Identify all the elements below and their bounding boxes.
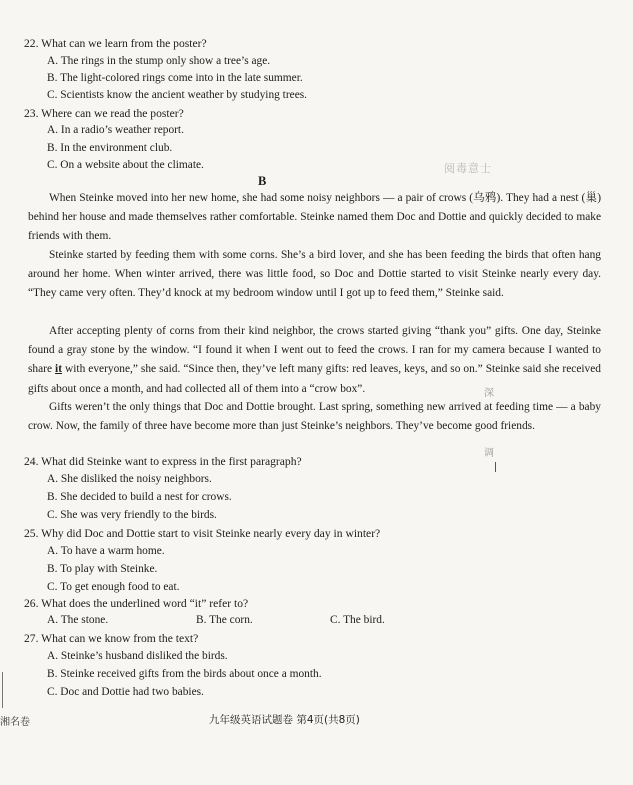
- question-24: 24. What did Steinke want to express in the first paragraph?: [24, 455, 302, 468]
- margin-note-1: 深: [484, 388, 494, 399]
- question-23: 23. Where can we read the poster?: [24, 107, 184, 120]
- question-26: 26. What does the underlined word “it” refer to?: [24, 597, 249, 610]
- margin-tick: [495, 462, 496, 472]
- footer-brand: 湘名卷: [0, 717, 30, 728]
- paragraph-3-before: After accepting plenty of corns from their kind neighbor, the crows started giving “thank you” gifts. One day, Steinke found a gray stone by the window. “I found it when I went out to feed the crows. I ran for my camera because I wanted to share: [28, 325, 601, 376]
- question-27: 27. What can we know from the text?: [24, 632, 199, 645]
- question-24-option-b: B. She decided to build a nest for crows.: [47, 491, 232, 503]
- question-27-option-b: B. Steinke received gifts from the birds about once a month.: [47, 668, 322, 680]
- paragraph-3-text: [28, 322, 601, 399]
- margin-note-2: 调: [484, 448, 494, 459]
- question-27-option-c: C. Doc and Dottie had two babies.: [47, 686, 204, 698]
- passage-paragraph-1: [28, 189, 601, 247]
- question-27-option-a: A. Steinke’s husband disliked the birds.: [47, 650, 228, 662]
- question-23-option-b: B. In the environment club.: [47, 142, 173, 154]
- paragraph-2-text: Steinke started by feeding them with some corns. She’s a bird lover, and she has been feeding the birds that often hang around her home. When winter arrived, there was little food, so Doc and Dottie started to visit Steinke nearly every day. “They came very often. They’d knock at my bedroom window until I got up to feed them,” Steinke said.: [28, 249, 601, 300]
- question-22: 22. What can we learn from the poster?: [24, 37, 207, 50]
- underlined-word-it: it: [55, 363, 63, 376]
- question-24-option-a: A. She disliked the noisy neighbors.: [47, 473, 212, 485]
- question-26-option-b: B. The corn.: [196, 614, 253, 626]
- question-23-option-c: C. On a website about the climate.: [47, 159, 204, 171]
- question-26-option-a: A. The stone.: [47, 614, 109, 626]
- section-title: B: [258, 174, 267, 188]
- faded-stamp: 阅毒意士: [444, 162, 492, 175]
- passage-paragraph-2: [28, 246, 601, 304]
- passage-paragraph-3: [28, 322, 601, 399]
- question-22-option-c: C. Scientists know the ancient weather by studying trees.: [47, 89, 308, 101]
- question-25-option-b: B. To play with Steinke.: [47, 563, 158, 575]
- question-24-option-c: C. She was very friendly to the birds.: [47, 509, 217, 521]
- question-26-option-c: C. The bird.: [330, 614, 385, 626]
- question-25: 25. Why did Doc and Dottie start to visit Steinke nearly every day in winter?: [24, 527, 381, 540]
- question-22-option-b: B. The light-colored rings come into in the late summer.: [47, 72, 303, 84]
- question-25-option-c: C. To get enough food to eat.: [47, 581, 180, 593]
- question-22-option-a: A. The rings in the stump only show a tree’s age.: [47, 55, 271, 67]
- binding-edge-line: [2, 672, 3, 708]
- question-23-option-a: A. In a radio’s weather report.: [47, 124, 184, 136]
- question-25-option-a: A. To have a warm home.: [47, 545, 165, 557]
- paragraph-3-after: with everyone,” she said. “Since then, they’ve left many gifts: red leaves, keys, and so on.” Steinke said she received gifts about once a month, and had collected all of them into a “crow box”.: [28, 363, 601, 395]
- passage-paragraph-4: [28, 398, 601, 436]
- footer-page-info: 九年级英语试题卷 第4页(共8页): [209, 714, 360, 726]
- paragraph-1-text: When Steinke moved into her new home, she had some noisy neighbors — a pair of crows (乌鸦). They had a nest (巢) behind her house and made themselves rather comfortable. Steinke named them Doc and Dottie and quickly decided to make friends with them.: [28, 192, 601, 243]
- paragraph-4-text: Gifts weren’t the only things that Doc and Dottie brought. Last spring, something new arrived at feeding time — a baby crow. Now, the family of three have become more than just Steinke’s neighbors. They’ve become good friends.: [28, 401, 601, 433]
